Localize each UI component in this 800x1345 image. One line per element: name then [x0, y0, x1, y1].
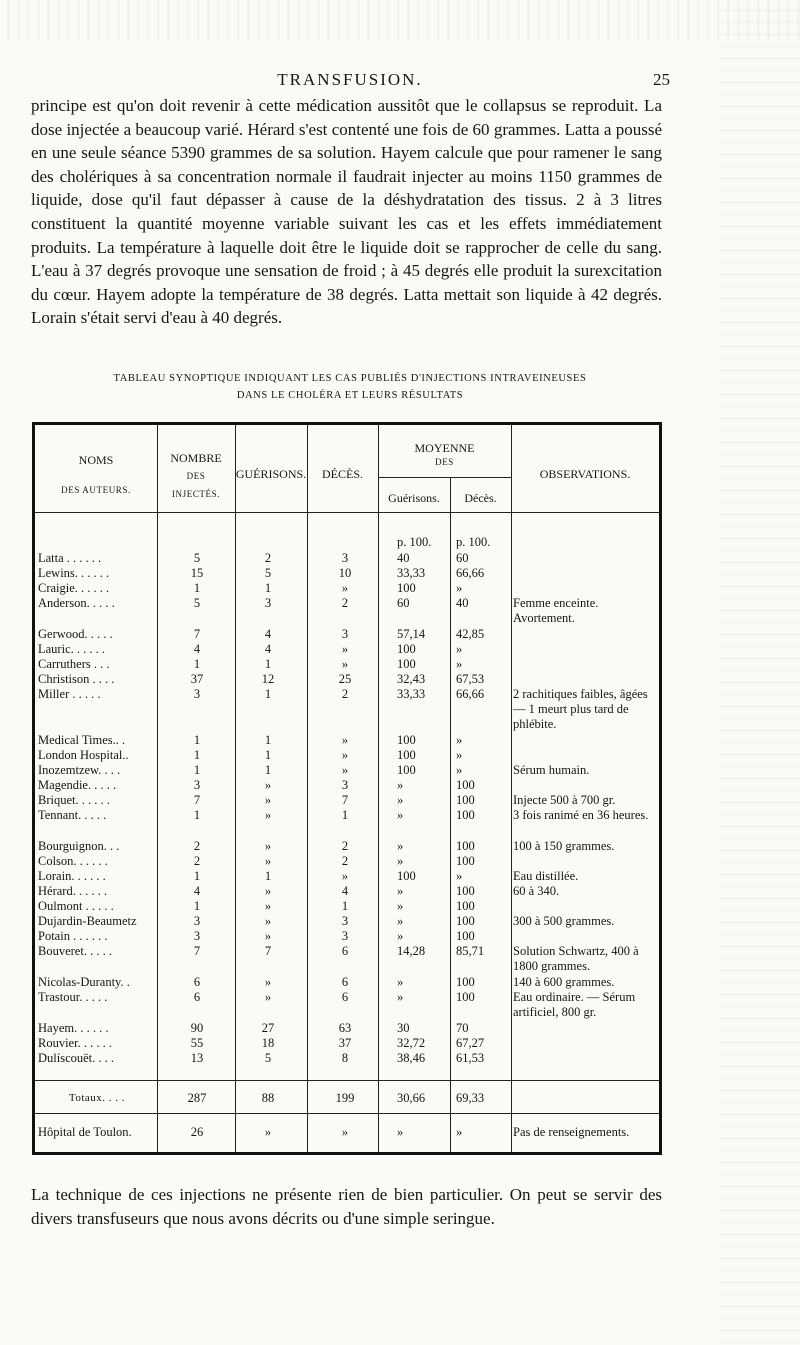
cell-name: Hayem. . . . . .	[38, 1021, 109, 1035]
cell-moy-deces: 70	[456, 1021, 469, 1035]
toulon-row	[35, 1125, 659, 1140]
cell-moy-guerisons: 100	[397, 657, 416, 671]
cell-moy-deces: »	[456, 642, 463, 656]
cell-name: Medical Times.. .	[38, 733, 126, 747]
table-row	[35, 1036, 659, 1051]
cell-deces: 3	[341, 551, 349, 565]
cell-injectes: 1	[193, 808, 201, 822]
page-number: 25	[653, 70, 670, 89]
cell-moy-guerisons: 38,46	[397, 1051, 426, 1065]
header-moyenne	[378, 441, 511, 469]
cell-guerisons: 1	[264, 581, 272, 595]
cell-deces: »	[341, 642, 349, 656]
cell-moy-guerisons: 100	[397, 748, 416, 762]
cell-injectes: 2	[193, 839, 201, 853]
cell-observations: 60 à 340.	[513, 884, 560, 898]
cell-moy-guerisons: 33,33	[397, 566, 426, 580]
table-row	[35, 944, 659, 973]
cell-injectes: 5	[193, 551, 201, 565]
cell-moy-deces: 100	[456, 975, 475, 989]
cell-observations: Eau distillée.	[513, 869, 579, 883]
cell-injectes: 15	[190, 566, 204, 580]
cell-moy-guerisons: »	[397, 808, 404, 822]
table-row	[35, 778, 659, 793]
table-row	[35, 657, 659, 672]
cell-name: Anderson. . . . .	[38, 596, 115, 610]
cell-guerisons: »	[264, 914, 272, 928]
cell-guerisons: 3	[264, 596, 272, 610]
cell-injectes: 1	[193, 748, 201, 762]
cell-moy-guerisons: »	[397, 793, 404, 807]
totals-deces: 199	[335, 1091, 355, 1105]
cell-deces: 2	[341, 596, 349, 610]
caption-line-2: DANS LE CHOLÉRA ET LEURS RÉSULTATS	[236, 390, 464, 401]
cell-deces: 10	[338, 566, 352, 580]
scan-noise-edge	[720, 0, 800, 1345]
cell-injectes: 1	[193, 581, 201, 595]
cell-injectes: 4	[193, 642, 201, 656]
cell-observations: Femme enceinte. Avortement.	[513, 596, 599, 625]
cell-moy-guerisons: »	[397, 975, 404, 989]
cell-injectes: 90	[190, 1021, 204, 1035]
totals-moy-deces: 69,33	[456, 1091, 485, 1105]
header-moy-deces: Décès.	[464, 491, 497, 505]
header-moyenne-sub: DES	[435, 457, 454, 467]
cell-injectes: 1	[193, 733, 201, 747]
totals-row	[35, 1091, 659, 1106]
cell-injectes: 1	[193, 869, 201, 883]
cell-guerisons: 1	[264, 763, 272, 777]
totals-injectes: 287	[187, 1091, 207, 1105]
cell-guerisons: 1	[264, 748, 272, 762]
cell-guerisons: »	[264, 793, 272, 807]
cell-deces: »	[341, 869, 349, 883]
totals-guerisons: 88	[261, 1091, 275, 1105]
cell-deces: 7	[341, 793, 349, 807]
cell-name: Craigie. . . . . .	[38, 581, 110, 595]
cell-injectes: 1	[193, 899, 201, 913]
cell-guerisons: 7	[264, 944, 272, 958]
toulon-observations: Pas de renseignements.	[513, 1125, 630, 1139]
toulon-moy-deces: »	[456, 1125, 463, 1139]
caption-line-1: TABLEAU SYNOPTIQUE INDIQUANT LES CAS PUBLIÉS D'INJECTIONS INTRAVEINEUSES	[113, 373, 587, 384]
cell-moy-guerisons: 14,28	[397, 944, 426, 958]
table-row	[35, 808, 659, 823]
cell-deces: 3	[341, 914, 349, 928]
cell-moy-guerisons: »	[397, 990, 404, 1004]
cell-guerisons: 4	[264, 627, 272, 641]
cell-moy-deces: 100	[456, 854, 475, 868]
cell-moy-deces: 67,27	[456, 1036, 485, 1050]
cell-moy-deces: 61,53	[456, 1051, 485, 1065]
cell-injectes: 3	[193, 687, 201, 701]
cell-deces: 1	[341, 808, 349, 822]
cell-injectes: 7	[193, 944, 201, 958]
cell-observations: Eau ordinaire. — Sérum artificiel, 800 gr.	[513, 990, 636, 1019]
cell-guerisons: »	[264, 778, 272, 792]
toulon-moy-guerisons: »	[397, 1125, 404, 1139]
cell-moy-guerisons: 100	[397, 733, 416, 747]
percent-label-guerisons: p. 100.	[397, 535, 432, 549]
cell-injectes: 37	[190, 672, 204, 686]
cell-name: Carruthers . . .	[38, 657, 110, 671]
cell-deces: 6	[341, 944, 349, 958]
header-noms	[35, 453, 157, 497]
cell-guerisons: 12	[261, 672, 275, 686]
header-noms-label: NOMS	[78, 453, 114, 467]
cell-injectes: 6	[193, 975, 201, 989]
cell-deces: 2	[341, 687, 349, 701]
moyenne-brace	[378, 477, 511, 478]
cell-moy-deces: 67,53	[456, 672, 485, 686]
header-nombre-label: NOMBRE	[170, 451, 222, 465]
cell-name: Potain . . . . . .	[38, 929, 108, 943]
table-row	[35, 763, 659, 778]
cell-injectes: 5	[193, 596, 201, 610]
cell-moy-guerisons: 57,14	[397, 627, 426, 641]
table-row	[35, 854, 659, 869]
table-row	[35, 929, 659, 944]
cell-deces: »	[341, 657, 349, 671]
cell-injectes: 1	[193, 763, 201, 777]
cell-moy-guerisons: »	[397, 899, 404, 913]
cell-observations: 100 à 150 grammes.	[513, 839, 615, 853]
paragraph-conclusion: La technique de ces injections ne présente rien de bien particulier. On peut se servir des divers transfuseurs que nous avons décrits ou d'une simple seringue.	[31, 1185, 662, 1228]
table-row	[35, 1051, 659, 1066]
cell-moy-deces: 100	[456, 884, 475, 898]
cell-name: Dujardin-Beaumetz	[38, 914, 137, 928]
cell-injectes: 13	[190, 1051, 204, 1065]
cell-moy-deces: 66,66	[456, 566, 485, 580]
table-caption	[40, 370, 660, 404]
cell-moy-guerisons: 33,33	[397, 687, 426, 701]
table-row	[35, 1021, 659, 1036]
table-row	[35, 596, 659, 625]
cell-injectes: 3	[193, 914, 201, 928]
table-row	[35, 869, 659, 884]
header-nombre-sub2: INJECTÉS.	[171, 489, 221, 499]
cell-moy-guerisons: 32,72	[397, 1036, 426, 1050]
cell-moy-deces: »	[456, 763, 463, 777]
percent-label-deces: p. 100.	[456, 535, 491, 549]
cell-observations: Sérum humain.	[513, 763, 590, 777]
totals-rule-top	[35, 1080, 659, 1081]
cell-moy-deces: 100	[456, 899, 475, 913]
cell-deces: 3	[341, 778, 349, 792]
page-header	[30, 70, 670, 92]
cell-injectes: 4	[193, 884, 201, 898]
cell-deces: 1	[341, 899, 349, 913]
cell-name: Latta . . . . . .	[38, 551, 102, 565]
cell-guerisons: 27	[261, 1021, 275, 1035]
cell-name: Bouveret. . . . .	[38, 944, 112, 958]
cell-deces: 63	[338, 1021, 352, 1035]
cell-guerisons: 1	[264, 869, 272, 883]
cell-guerisons: »	[264, 808, 272, 822]
cell-observations: 3 fois ranimé en 36 heures.	[513, 808, 649, 822]
cell-deces: 6	[341, 990, 349, 1004]
cell-name: Inozemtzew. . . .	[38, 763, 121, 777]
cell-injectes: 3	[193, 929, 201, 943]
cell-moy-guerisons: »	[397, 884, 404, 898]
cell-moy-guerisons: 100	[397, 763, 416, 777]
running-title: TRANSFUSION.	[277, 70, 423, 89]
cell-moy-guerisons: »	[397, 839, 404, 853]
cell-name: Lewins. . . . . .	[38, 566, 110, 580]
cell-deces: »	[341, 748, 349, 762]
table-row	[35, 975, 659, 990]
cell-moy-deces: 100	[456, 990, 475, 1004]
cell-guerisons: »	[264, 975, 272, 989]
cell-moy-deces: 100	[456, 839, 475, 853]
header-guerisons: GUÉRISONS.	[235, 467, 307, 481]
table-row	[35, 914, 659, 929]
cell-observations: 2 rachitiques faibles, âgées — 1 meurt plus tard de phlébite.	[513, 687, 648, 731]
cell-guerisons: 4	[264, 642, 272, 656]
cell-name: Tennant. . . . .	[38, 808, 107, 822]
cell-guerisons: »	[264, 839, 272, 853]
cell-moy-guerisons: 30	[397, 1021, 410, 1035]
cell-injectes: 7	[193, 627, 201, 641]
cell-name: Lauric. . . . . .	[38, 642, 105, 656]
cell-injectes: 6	[193, 990, 201, 1004]
toulon-name: Hôpital de Toulon.	[38, 1125, 132, 1139]
header-moy-guerisons: Guérisons.	[388, 491, 440, 505]
cell-deces: 25	[338, 672, 352, 686]
cell-injectes: 55	[190, 1036, 204, 1050]
cell-injectes: 3	[193, 778, 201, 792]
cell-deces: 37	[338, 1036, 352, 1050]
cell-guerisons: »	[264, 990, 272, 1004]
cell-moy-deces: 100	[456, 914, 475, 928]
cell-moy-guerisons: 100	[397, 869, 416, 883]
cell-deces: 3	[341, 627, 349, 641]
table-row	[35, 687, 659, 731]
totals-moy-guerisons: 30,66	[397, 1091, 426, 1105]
cell-moy-guerisons: 100	[397, 581, 416, 595]
table-row	[35, 733, 659, 748]
table-row	[35, 566, 659, 581]
cell-name: Magendie. . . . .	[38, 778, 117, 792]
cell-guerisons: 1	[264, 657, 272, 671]
cell-moy-guerisons: 32,43	[397, 672, 426, 686]
cell-guerisons: »	[264, 899, 272, 913]
cell-guerisons: »	[264, 884, 272, 898]
cell-guerisons: 5	[264, 1051, 272, 1065]
cell-moy-deces: 60	[456, 551, 469, 565]
cell-moy-guerisons: »	[397, 914, 404, 928]
cell-name: Colson. . . . . .	[38, 854, 108, 868]
cell-moy-deces: »	[456, 657, 463, 671]
toulon-deces: »	[341, 1125, 349, 1139]
cell-injectes: 1	[193, 657, 201, 671]
cell-deces: »	[341, 581, 349, 595]
cell-observations: 300 à 500 grammes.	[513, 914, 615, 928]
cell-name: London Hospital..	[38, 748, 129, 762]
totals-name: Totaux. . . .	[68, 1092, 126, 1104]
cell-name: Rouvier. . . . . .	[38, 1036, 112, 1050]
table-row	[35, 581, 659, 596]
header-nombre-sub1: DES	[186, 471, 206, 481]
cell-moy-deces: 40	[456, 596, 469, 610]
synoptic-table	[32, 422, 662, 1155]
toulon-guerisons: »	[264, 1125, 272, 1139]
cell-name: Oulmont . . . . .	[38, 899, 114, 913]
cell-moy-guerisons: 40	[397, 551, 410, 565]
cell-guerisons: 1	[264, 733, 272, 747]
header-observations: OBSERVATIONS.	[539, 467, 631, 481]
cell-name: Gerwood. . . . .	[38, 627, 113, 641]
cell-name: Hérard. . . . . .	[38, 884, 108, 898]
header-moyenne-label: MOYENNE	[414, 441, 475, 455]
cell-deces: »	[341, 763, 349, 777]
cell-observations: Injecte 500 à 700 gr.	[513, 793, 616, 807]
paragraph-intro: principe est qu'on doit revenir à cette médication aussitôt que le collapsus se reproduit. La dose injectée a beaucoup varié. Hérard s'est contenté une fois de 60 grammes. Latta a poussé en une seule séance 5390 grammes de sa solution. Hayem calcule que pour ramener le sang des cholériques à sa concentration normale il faudrait injecter au moins 1150 grammes de liquide, dose qu'il faut dépasser à cause de la déshydratation des tissus. 2 à 3 litres constituent la quantité moyenne variable suivant les cas et les effets immédiatement produits. La température à laquelle doit être le liquide doit se rapprocher de celle du sang. L'eau à 37 degrés provoque une sensation de froid ; à 45 degrés elle produit la surexcitation du cœur. Hayem adopte la température de 38 degrés. Latta mettait son liquide à 42 degrés. Lorain s'était servi d'eau à 40 degrés.	[31, 96, 662, 328]
cell-observations: Solution Schwartz, 400 à 1800 grammes.	[513, 944, 639, 973]
header-deces: DÉCÈS.	[321, 467, 363, 481]
cell-name: Trastour. . . . .	[38, 990, 108, 1004]
cell-moy-deces: »	[456, 733, 463, 747]
cell-deces: 3	[341, 929, 349, 943]
toulon-injectes: 26	[190, 1125, 204, 1139]
cell-guerisons: 1	[264, 687, 272, 701]
cell-guerisons: 18	[261, 1036, 275, 1050]
cell-injectes: 7	[193, 793, 201, 807]
table-row	[35, 627, 659, 642]
cell-guerisons: »	[264, 854, 272, 868]
header-rule	[35, 512, 659, 513]
cell-name: Christison . . . .	[38, 672, 115, 686]
header-noms-sub: DES AUTEURS.	[61, 485, 131, 495]
cell-deces: 8	[341, 1051, 349, 1065]
cell-moy-deces: 100	[456, 929, 475, 943]
cell-guerisons: 2	[264, 551, 272, 565]
cell-injectes: 2	[193, 854, 201, 868]
table-row	[35, 642, 659, 657]
cell-deces: 4	[341, 884, 349, 898]
cell-moy-guerisons: 60	[397, 596, 410, 610]
cell-deces: »	[341, 733, 349, 747]
table-row	[35, 839, 659, 854]
cell-guerisons: »	[264, 929, 272, 943]
cell-moy-guerisons: »	[397, 778, 404, 792]
cell-moy-deces: »	[456, 581, 463, 595]
cell-moy-guerisons: »	[397, 854, 404, 868]
cell-name: Lorain. . . . . .	[38, 869, 106, 883]
cell-moy-deces: »	[456, 748, 463, 762]
cell-moy-deces: 100	[456, 793, 475, 807]
cell-name: Bourguignon. . .	[38, 839, 120, 853]
cell-moy-deces: »	[456, 869, 463, 883]
cell-moy-deces: 85,71	[456, 944, 485, 958]
cell-guerisons: 5	[264, 566, 272, 580]
cell-moy-deces: 100	[456, 778, 475, 792]
table-row	[35, 884, 659, 899]
cell-name: Nicolas-Duranty. .	[38, 975, 130, 989]
cell-name: Dulíscouët. . . .	[38, 1051, 115, 1065]
table-row	[35, 551, 659, 566]
cell-moy-deces: 42,85	[456, 627, 485, 641]
table-row	[35, 990, 659, 1019]
cell-deces: 2	[341, 839, 349, 853]
totals-rule-bottom	[35, 1113, 659, 1114]
table-row	[35, 793, 659, 808]
cell-deces: 2	[341, 854, 349, 868]
header-nombre	[157, 451, 235, 501]
cell-moy-guerisons: 100	[397, 642, 416, 656]
cell-observations: 140 à 600 grammes.	[513, 975, 615, 989]
cell-name: Miller . . . . .	[38, 687, 101, 701]
percent-label-row	[35, 535, 659, 550]
cell-moy-guerisons: »	[397, 929, 404, 943]
scan-noise-top	[0, 0, 800, 40]
cell-name: Briquet. . . . . .	[38, 793, 110, 807]
table-row	[35, 672, 659, 687]
cell-moy-deces: 100	[456, 808, 475, 822]
table-row	[35, 748, 659, 763]
table-row	[35, 899, 659, 914]
cell-moy-deces: 66,66	[456, 687, 485, 701]
cell-deces: 6	[341, 975, 349, 989]
